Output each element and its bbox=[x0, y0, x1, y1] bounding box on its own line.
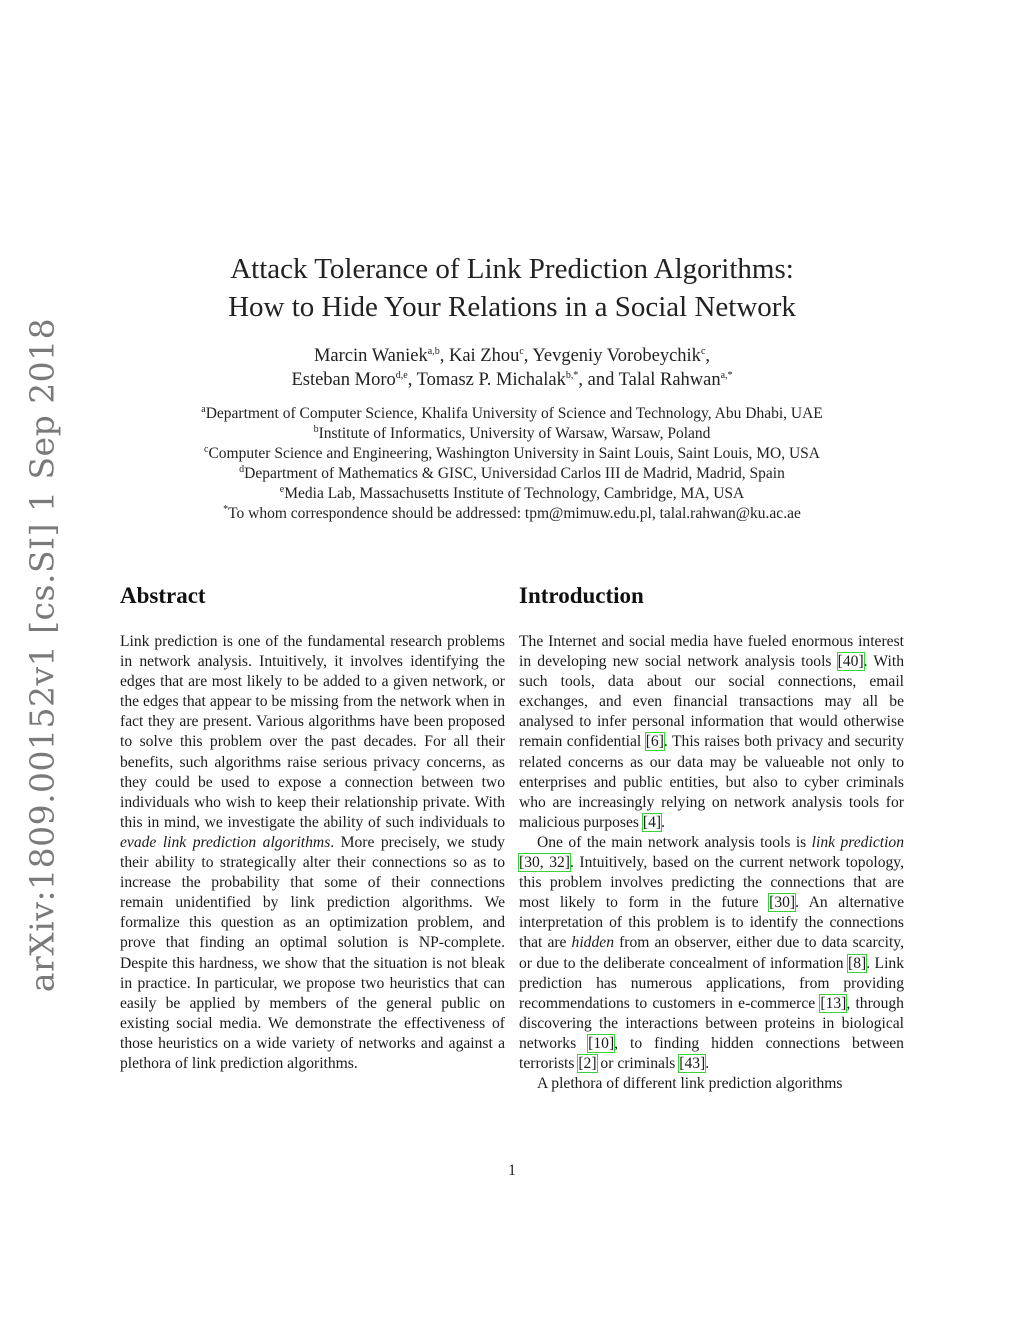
affiliation-marker: b bbox=[313, 423, 319, 435]
author-affiliation-marker: c bbox=[700, 345, 706, 357]
affiliation-text: Department of Computer Science, Khalifa University of Science and Technology, Abu Dhabi, UAE bbox=[205, 405, 823, 422]
intro-paragraph-1 bbox=[519, 632, 904, 833]
author-name: Kai Zhou bbox=[448, 346, 520, 366]
intro-text: . bbox=[661, 813, 665, 831]
citation-link[interactable]: [40] bbox=[837, 653, 864, 671]
affiliation-line bbox=[0, 484, 1024, 504]
author-affiliation-marker: a,* bbox=[720, 369, 733, 381]
intro-text: . bbox=[705, 1054, 710, 1072]
author-separator: , bbox=[439, 346, 449, 366]
author-separator: , bbox=[705, 346, 711, 366]
author-name: Yevgeniy Vorobeychik bbox=[532, 346, 701, 366]
citation-link[interactable]: [30, 32] bbox=[519, 854, 570, 872]
author-affiliation-marker: d,e bbox=[395, 369, 408, 381]
intro-text: . With such tools, data about our social connections, email exchanges, and even financial transactions may all be analysed to infer personal information that would otherwise remain confidential bbox=[519, 653, 904, 751]
author-name: Esteban Moro bbox=[291, 370, 396, 390]
abstract-heading: Abstract bbox=[120, 583, 206, 608]
citation-link[interactable]: [2] bbox=[578, 1054, 597, 1072]
intro-text: . This raises both privacy and security related concerns as our data may be valueable not only to enterprises and public entities, but also to cyber criminals who are increasingly relying on network analysis tools for malicious purposes bbox=[519, 733, 904, 831]
affiliation-line bbox=[0, 464, 1024, 484]
introduction-heading: Introduction bbox=[519, 583, 644, 608]
affiliation-line bbox=[0, 424, 1024, 444]
abstract-emphasis: evade link prediction algorithms bbox=[120, 833, 331, 851]
intro-text: or criminals bbox=[596, 1054, 680, 1072]
paper-title-line-2: How to Hide Your Relations in a Social Network bbox=[228, 291, 796, 323]
correspondence-line bbox=[0, 504, 1024, 524]
arxiv-identifier-stamp: arXiv:1809.00152v1 [cs.SI] 1 Sep 2018 bbox=[22, 317, 62, 993]
affiliation-text: Computer Science and Engineering, Washington University in Saint Louis, Saint Louis, MO, USA bbox=[208, 445, 820, 462]
affiliation-text: Media Lab, Massachusetts Institute of Technology, Cambridge, MA, USA bbox=[284, 485, 745, 502]
intro-text: . Intuitively, based on the current network topology, this problem involves predicting the connections that are most likely to form in the future bbox=[519, 854, 904, 912]
intro-emphasis: hidden bbox=[571, 934, 614, 952]
introduction-column bbox=[519, 582, 904, 1094]
author-name: Marcin Waniek bbox=[313, 346, 428, 366]
citation-link[interactable]: [4] bbox=[642, 813, 662, 831]
intro-paragraph-3: A plethora of different link prediction algorithms bbox=[537, 1075, 843, 1093]
abstract-text: . More precisely, we study their ability to strategically alter their connections so as to increase the probability that some of their connections remain unidentified by link prediction algorithms. We formalize this question as an optimization problem, and prove that finding an optimal solution is NP-complete. Despite this hardness, we show that the situation is not bleak in practice. In particular, we propose two heuristics that can easily be applied by members of the general public on existing social media. We demonstrate the effectiveness of those heuristics on a wide variety of networks and against a plethora of link prediction algorithms. bbox=[120, 833, 505, 1072]
intro-paragraph-2 bbox=[519, 833, 904, 1074]
intro-text: , to finding hidden connections between terrorists bbox=[519, 1034, 904, 1072]
citation-link[interactable]: [13] bbox=[820, 994, 847, 1012]
abstract-text: Link prediction is one of the fundamental research problems in network analysis. Intuitively, it involves identifying the edges that are most likely to be added to a given network, or the edges that appear to be missing from the network when in fact they are present. Various algorithms have been proposed to solve this problem over the past decades. For all their benefits, such algorithms raise serious privacy concerns, as they could be used to expose a connection between two individuals who wish to keep their relationship private. With this in mind, we investigate the ability of such individuals to bbox=[120, 633, 505, 831]
author-affiliation-marker: b,* bbox=[565, 369, 579, 381]
citation-link[interactable]: [43] bbox=[679, 1054, 706, 1072]
paper-title-line-1: Attack Tolerance of Link Prediction Algorithms: bbox=[230, 253, 794, 285]
affiliation-marker: e bbox=[279, 483, 285, 495]
author-separator: , bbox=[407, 370, 417, 390]
intro-emphasis: link prediction bbox=[811, 833, 904, 851]
affiliation-marker: d bbox=[239, 463, 245, 475]
citation-link[interactable]: [30] bbox=[769, 894, 796, 912]
intro-text: . Link prediction has numerous applications, from providing recommendations to customers in e-commerce bbox=[519, 954, 905, 1012]
author-line-2 bbox=[0, 368, 1024, 392]
affiliation-list bbox=[0, 404, 1024, 524]
intro-text: One of the main network analysis tools is bbox=[537, 833, 812, 851]
author-separator: , bbox=[523, 346, 533, 366]
affiliation-text: Institute of Informatics, University of Warsaw, Warsaw, Poland bbox=[318, 425, 711, 442]
title-block bbox=[0, 250, 1024, 524]
author-affiliation-marker: a,b bbox=[427, 345, 440, 357]
affiliation-marker: a bbox=[201, 403, 206, 415]
author-list bbox=[0, 344, 1024, 392]
author-line-1 bbox=[0, 344, 1024, 368]
abstract-paragraph bbox=[120, 632, 505, 1074]
intro-text: , through discovering the interactions between proteins in biological networks bbox=[519, 994, 904, 1052]
intro-text: from an observer, either due to data scarcity, or due to the deliberate concealment of information bbox=[519, 934, 904, 972]
author-name: Tomasz P. Michalak bbox=[416, 370, 566, 390]
intro-text: The Internet and social media have fueled enormous interest in developing new social network analysis tools bbox=[519, 633, 904, 671]
intro-text: . An alternative interpretation of this problem is to identify the connections that are bbox=[519, 894, 905, 952]
citation-link[interactable]: [10] bbox=[588, 1034, 615, 1052]
correspondence-text: To whom correspondence should be addressed: tpm@mimuw.edu.pl, talal.rahwan@ku.ac.ae bbox=[228, 505, 801, 522]
abstract-column bbox=[120, 582, 505, 1074]
citation-link[interactable]: [8] bbox=[848, 954, 867, 972]
author-name: Talal Rahwan bbox=[618, 370, 721, 390]
page-number: 1 bbox=[508, 1162, 516, 1179]
affiliation-line bbox=[0, 444, 1024, 464]
affiliation-text: Department of Mathematics & GISC, Universidad Carlos III de Madrid, Madrid, Spain bbox=[244, 465, 785, 482]
author-affiliation-marker: c bbox=[519, 345, 524, 357]
correspondence-marker: * bbox=[223, 503, 229, 515]
affiliation-marker: c bbox=[204, 443, 209, 455]
citation-link[interactable]: [6] bbox=[645, 733, 664, 751]
affiliation-line bbox=[0, 404, 1024, 424]
author-separator: , and bbox=[578, 370, 619, 390]
